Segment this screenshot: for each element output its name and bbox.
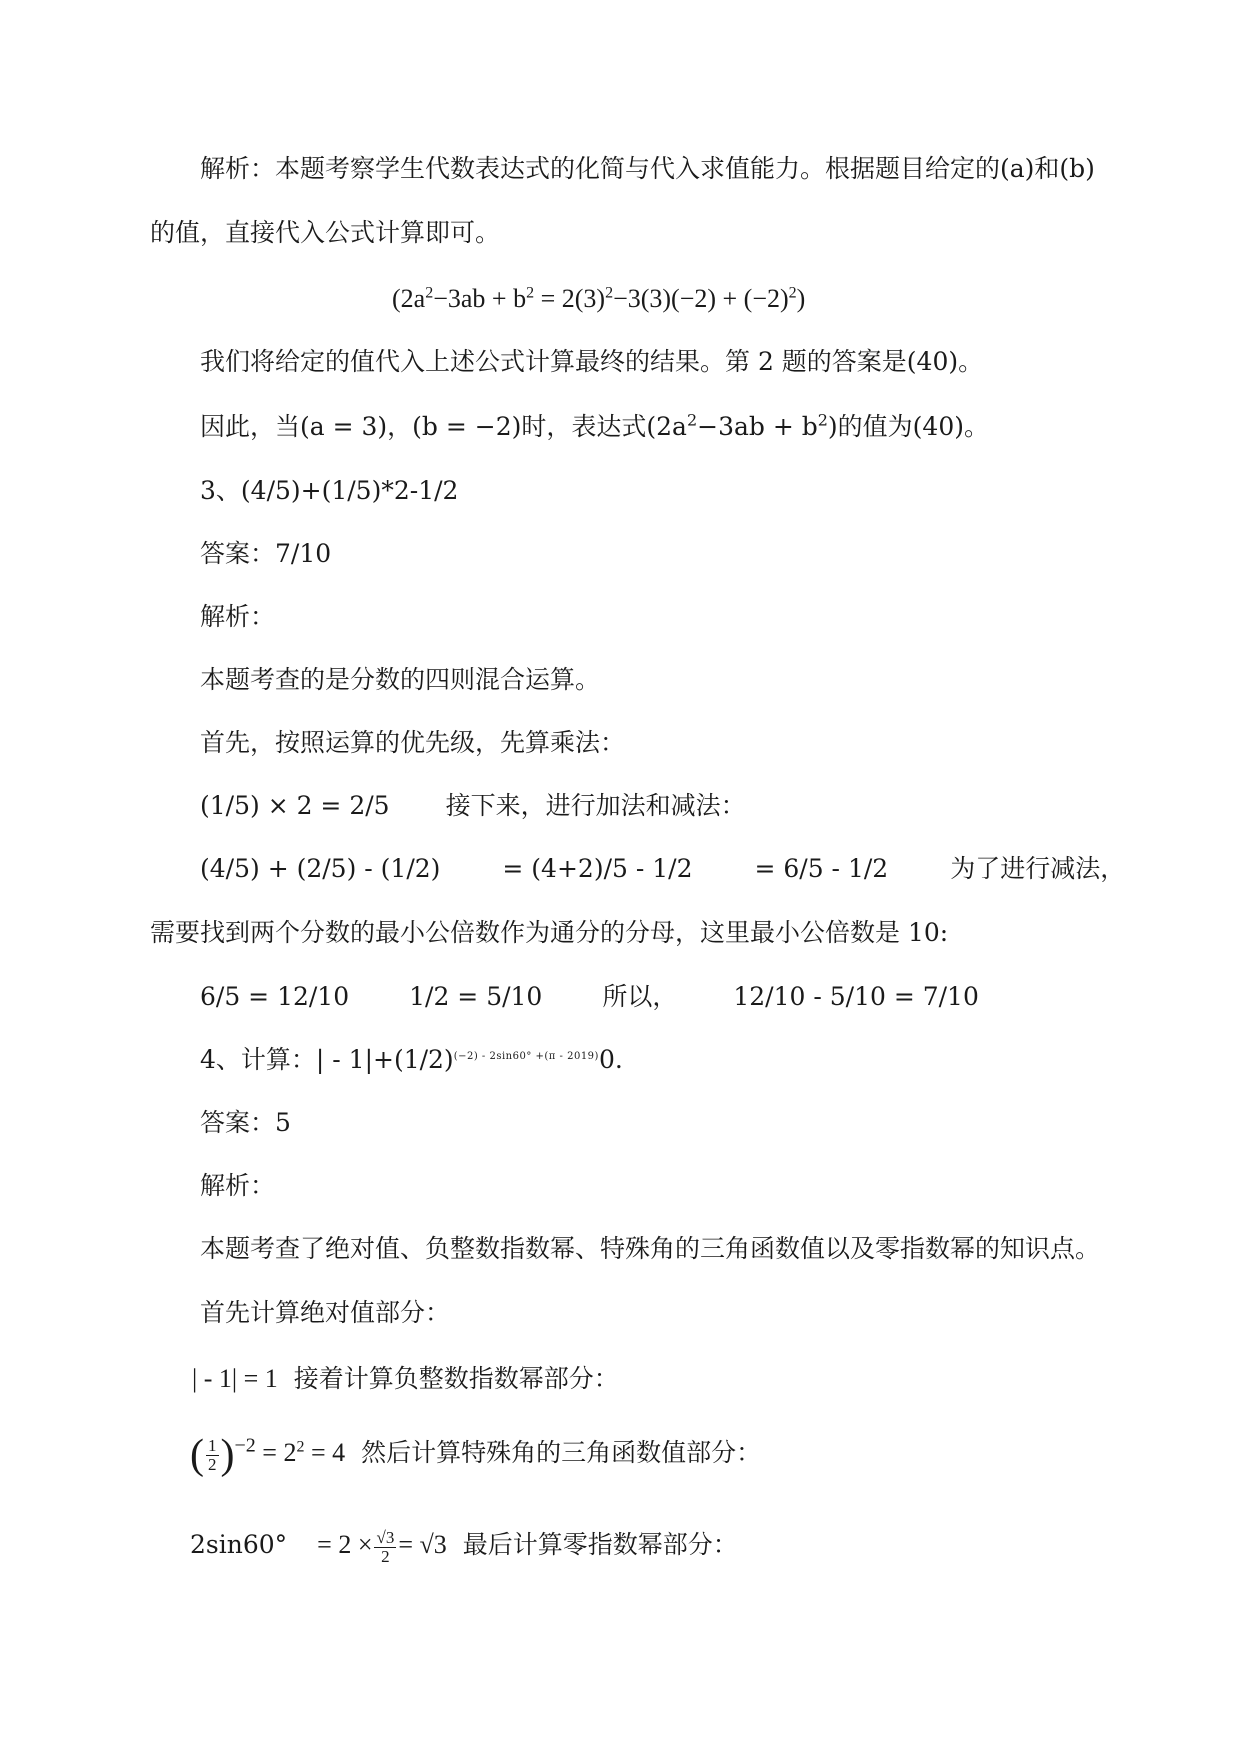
analysis-label-4: 解析： [200,1171,276,1200]
eq-exponent: 2 [605,284,614,302]
question-3: 3、(4/5)+(1/5)*2-1/2 [200,476,459,505]
exponent: 2 [817,410,828,430]
calc-step: 1/2 = 5/10 [409,982,543,1011]
answer-4: 答案：5 [200,1108,291,1137]
calc-abs: | - 1| = 1 [192,1364,278,1393]
q4-exponent: (−2) - 2sin60° +(π - 2019) [453,1051,599,1062]
paragraph-substitute-values: 我们将给定的值代入上述公式计算最终的结果。第 2 题的答案是(40)。 [200,347,984,376]
answer-3: 答案：7/10 [200,539,332,568]
text-part: 因此，当(a = 3)，(b = −2)时，表达式(2a [200,412,687,441]
paragraph-analysis-intro: 解析：本题考察学生代数表达式的化简与代入求值能力。根据题目给定的(a)和(b) [200,154,1095,183]
calc-multiply: (1/5) × 2 = 2/5 [200,791,390,820]
fraction-denominator: 2 [208,1454,217,1474]
calc-final: 12/10 - 5/10 = 7/10 [733,982,979,1011]
paragraph-analysis-intro-cont: 的值，直接代入公式计算即可。 [150,218,501,247]
question-4 [200,1043,623,1077]
eq-part: (2a [392,284,426,313]
fraction-numerator: √3 [376,1527,395,1547]
analysis-label-3: 解析： [200,602,276,631]
text-subtraction: 为了进行减法， [950,854,1126,883]
eq-exponent: 2 [425,284,434,302]
calc-power: ( $\frac{1}{2}$ )$^{-2} = 2^2 = 4$ [190,1432,346,1479]
text-therefore: 所以， [602,982,678,1011]
calc-part: = 2 × [317,1530,373,1559]
paragraph-q3-result [200,980,979,1014]
eq-exponent: 2 [526,284,535,302]
calc-part: = 2 [255,1438,297,1467]
eq-exponent: 2 [788,284,797,302]
eq-part: = 2(3) [534,284,606,313]
equation-substitution [392,282,805,316]
paragraph-q3-lcm: 需要找到两个分数的最小公倍数作为通分的分母，这里最小公倍数是 10: [150,918,949,947]
calc-step: = 6/5 - 1/2 [754,854,889,883]
exponent: 2 [296,1438,305,1456]
fraction-numerator: 1 [208,1435,217,1455]
text-part: −3ab + b [697,412,818,441]
paragraph-q3-step1: 首先，按照运算的优先级，先算乘法： [200,728,626,757]
paragraph-q3-multiply [200,789,746,823]
text-next-step: 然后计算特殊角的三角函数值部分： [361,1438,762,1467]
text-next-step: 接下来，进行加法和减法： [445,791,746,820]
text-part: )的值为(40)。 [827,412,989,441]
text-next-step: 最后计算零指数幂部分： [462,1530,738,1559]
eq-part: −3ab + b [433,284,527,313]
eq-part: −3(3)(−2) + (−2) [613,284,789,313]
calc-step: = (4+2)/5 - 1/2 [502,854,693,883]
calc-sin: 2sin60° [190,1530,288,1559]
q4-text-end: 0. [598,1045,623,1074]
paragraph-q3-addsub [200,852,1125,886]
fraction-denominator: 2 [381,1546,390,1566]
q4-text: 4、计算：| - 1|+(1/2) [200,1045,454,1074]
paragraph-q4-abs [192,1362,619,1396]
eq-part: ) [796,284,806,313]
paragraph-q4-topic: 本题考查了绝对值、负整数指数幂、特殊角的三角函数值以及零指数幂的知识点。 [200,1234,1101,1263]
exponent: −2 [234,1434,256,1457]
exponent: 2 [686,410,698,430]
paragraph-q3-topic: 本题考查的是分数的四则混合运算。 [200,665,601,694]
calc-step: 6/5 = 12/10 [200,982,350,1011]
paragraph-q4-trig [190,1528,738,1566]
calc-part: = √3 [398,1530,447,1559]
calc-step: (4/5) + (2/5) - (1/2) [200,854,441,883]
paragraph-conclusion [200,410,989,444]
paragraph-q4-power [190,1432,762,1479]
calc-trig [317,1527,447,1566]
text-next-step: 接着计算负整数指数幂部分： [293,1364,619,1393]
calc-part: = 4 [304,1438,346,1467]
paragraph-q4-step1: 首先计算绝对值部分： [200,1298,451,1327]
